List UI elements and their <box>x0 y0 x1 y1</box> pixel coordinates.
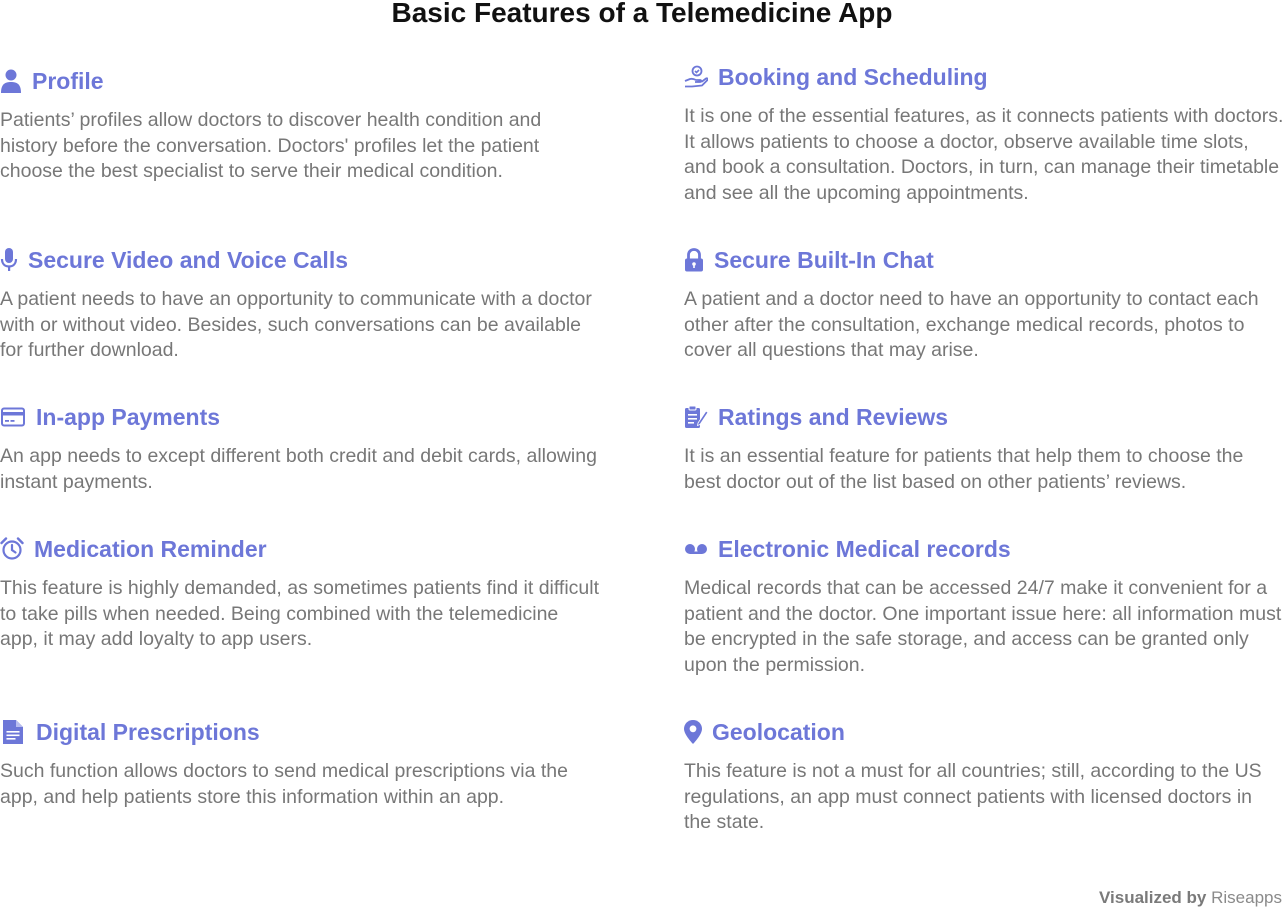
feature-booking-scheduling <box>684 60 1284 206</box>
feature-description: Such function allows doctors to send medical prescriptions via the app, and help patients store this information within an app. <box>0 760 568 808</box>
feature-title: Geolocation <box>712 718 845 745</box>
feature-description: This feature is not a must for all countries; still, according to the US regulations, an app must connect patients with licensed doctors in the state. <box>684 760 1262 833</box>
feature-description: It is an essential feature for patients that help them to choose the best doctor out of the list based on other patients’ reviews. <box>684 445 1244 493</box>
microphone-icon <box>0 248 18 272</box>
feature-title: Ratings and Reviews <box>718 403 949 430</box>
person-icon <box>0 69 22 93</box>
feature-title: In-app Payments <box>36 403 221 430</box>
feature-medication-reminder <box>0 532 600 653</box>
feature-secure-calls <box>0 243 600 364</box>
feature-title: Digital Prescriptions <box>36 718 260 745</box>
clipboard-pen-icon <box>684 405 708 429</box>
map-pin-icon <box>684 720 702 744</box>
alarm-clock-icon <box>0 537 24 561</box>
feature-geolocation <box>684 715 1284 836</box>
feature-description: An app needs to except different both credit and debit cards, allowing instant payments. <box>0 445 597 493</box>
feature-description: This feature is highly demanded, as sometimes patients find it difficult to take pills when needed. Being combined with the telemedicine app, it may add loyalty to app users. <box>0 577 600 650</box>
credit-card-icon <box>0 405 26 429</box>
feature-title: Electronic Medical records <box>718 535 1011 562</box>
feature-ratings-reviews <box>684 400 1284 495</box>
feature-description: Patients’ profiles allow doctors to discover health condition and history before the conversation. Doctors' profiles let the patient choose the best specialist to serve their medical condition. <box>0 109 542 182</box>
feature-description: A patient and a doctor need to have an opportunity to contact each other after the consultation, exchange medical records, photos to cover all questions that may arise. <box>684 288 1259 361</box>
attribution-prefix: Visualized by <box>1098 888 1207 907</box>
page-title: Basic Features of a Telemedicine App <box>391 0 893 28</box>
feature-title: Medication Reminder <box>34 535 267 562</box>
attribution <box>1099 888 1282 908</box>
feature-secure-chat <box>684 243 1284 364</box>
feature-in-app-payments <box>0 400 600 495</box>
feature-electronic-records <box>684 532 1284 678</box>
feature-description: A patient needs to have an opportunity to communicate with a doctor with or without video. Besides, such conversations can be available for further download. <box>0 288 592 361</box>
attribution-brand: Riseapps <box>1211 888 1282 907</box>
feature-title: Profile <box>32 67 104 94</box>
feature-title: Booking and Scheduling <box>718 63 988 90</box>
feature-title: Secure Video and Voice Calls <box>28 246 349 273</box>
document-icon <box>0 720 26 744</box>
feature-digital-prescriptions <box>0 715 600 810</box>
lock-icon <box>684 248 704 272</box>
feature-profile <box>0 64 600 185</box>
hand-heart-icon <box>684 65 708 89</box>
feature-description: It is one of the essential features, as it connects patients with doctors. It allows patients to choose a doctor, observe available time slots, and book a consultation. Doctors, in turn, can manage their timetable and see all the upcoming appointments. <box>684 105 1284 204</box>
voicemail-icon <box>684 537 708 561</box>
feature-title: Secure Built-In Chat <box>714 246 934 273</box>
feature-description: Medical records that can be accessed 24/7 make it convenient for a patient and the doctor. One important issue here: all information must be encrypted in the safe storage, and access can be granted only upon the permission. <box>684 577 1282 676</box>
